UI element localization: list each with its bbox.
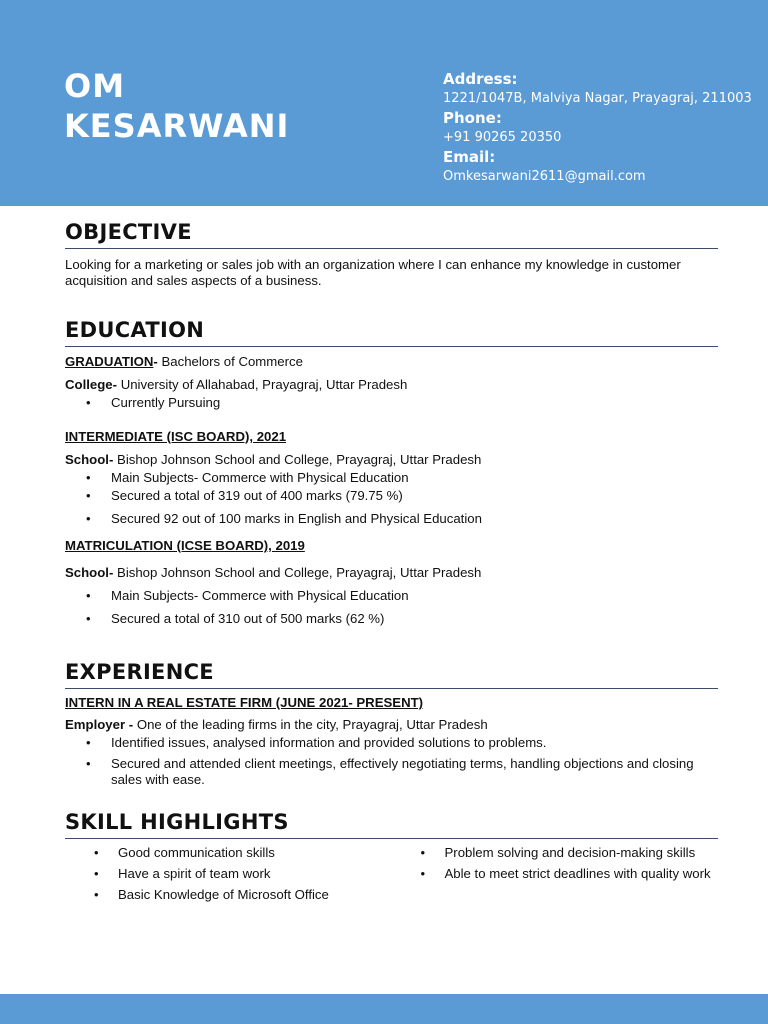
list-item: • Secured 92 out of 100 marks in English and Physical Education [65, 511, 718, 527]
matric-school-label: School- [65, 565, 114, 580]
list-item: • Problem solving and decision-making skills [392, 845, 719, 861]
intermediate-school-value: Bishop Johnson School and College, Prayagraj, Uttar Pradesh [113, 452, 482, 467]
graduation-sep: - [153, 354, 158, 369]
address-label: Address: [443, 70, 518, 88]
experience-title: EXPERIENCE [65, 658, 718, 689]
intermediate-school-line [65, 452, 718, 468]
skills-columns [65, 845, 718, 903]
matric-heading: MATRICULATION (ICSE BOARD), 2019 [65, 538, 305, 553]
phone-value: +91 90265 20350 [443, 130, 562, 145]
list-item: • Have a spirit of team work [65, 866, 392, 882]
matric-school-line [65, 565, 718, 581]
resume-body [65, 218, 718, 903]
intermediate-bullets [65, 470, 718, 527]
objective-title: OBJECTIVE [65, 218, 718, 249]
contact-block [443, 69, 752, 186]
address-value: 1221/1047B, Malviya Nagar, Prayagraj, 211003 [443, 91, 752, 106]
job-heading: INTERN IN A REAL ESTATE FIRM (JUNE 2021- PRESENT) [65, 695, 424, 710]
list-item: • Main Subjects- Commerce with Physical Education [65, 470, 718, 486]
employer-label: Employer - [65, 717, 134, 732]
header-banner [0, 0, 768, 206]
intermediate-school-label: School- [65, 452, 114, 467]
email-label: Email: [443, 148, 496, 166]
phone-label: Phone: [443, 109, 502, 127]
list-item: • Basic Knowledge of Microsoft Office [65, 887, 392, 903]
skills-left-list [65, 845, 392, 903]
candidate-name [64, 66, 289, 146]
list-item: • Secured a total of 310 out of 500 marks (62 %) [65, 611, 718, 627]
experience-bullets [65, 735, 718, 788]
graduation-line [65, 354, 718, 370]
last-name: KESARWANI [64, 107, 290, 145]
graduation-value: Bachelors of Commerce [157, 354, 303, 369]
list-item: • Main Subjects- Commerce with Physical Education [65, 588, 718, 604]
education-title: EDUCATION [65, 316, 718, 347]
graduation-bullets [65, 395, 718, 411]
matric-school-value: Bishop Johnson School and College, Prayagraj, Uttar Pradesh [113, 565, 482, 580]
list-item: • Good communication skills [65, 845, 392, 861]
employer-value: One of the leading firms in the city, Prayagraj, Uttar Pradesh [133, 717, 488, 732]
employer-line [65, 717, 718, 733]
list-item: • Able to meet strict deadlines with quality work [392, 866, 719, 882]
college-line [65, 377, 718, 393]
college-value: University of Allahabad, Prayagraj, Uttar Pradesh [117, 377, 408, 392]
list-item: • Secured and attended client meetings, effectively negotiating terms, handling objections and closing sales with ease. [65, 756, 718, 788]
skills-right-list [392, 845, 719, 903]
list-item: • Secured a total of 319 out of 400 marks (79.75 %) [65, 488, 718, 504]
list-item: • Identified issues, analysed information and provided solutions to problems. [65, 735, 718, 751]
objective-text: Looking for a marketing or sales job with an organization where I can enhance my knowledge in customer acquisition and sales aspects of a business. [65, 257, 681, 288]
matric-bullets [65, 588, 718, 627]
email-value[interactable]: Omkesarwani2611@gmail.com [443, 169, 646, 184]
footer-band [0, 994, 768, 1024]
skills-title: SKILL HIGHLIGHTS [65, 808, 718, 839]
list-item: • Currently Pursuing [65, 395, 718, 411]
college-label: College- [65, 377, 118, 392]
intermediate-heading: INTERMEDIATE (ISC BOARD), 2021 [65, 429, 287, 444]
first-name: OM [64, 67, 126, 105]
graduation-label: GRADUATION [65, 354, 154, 369]
